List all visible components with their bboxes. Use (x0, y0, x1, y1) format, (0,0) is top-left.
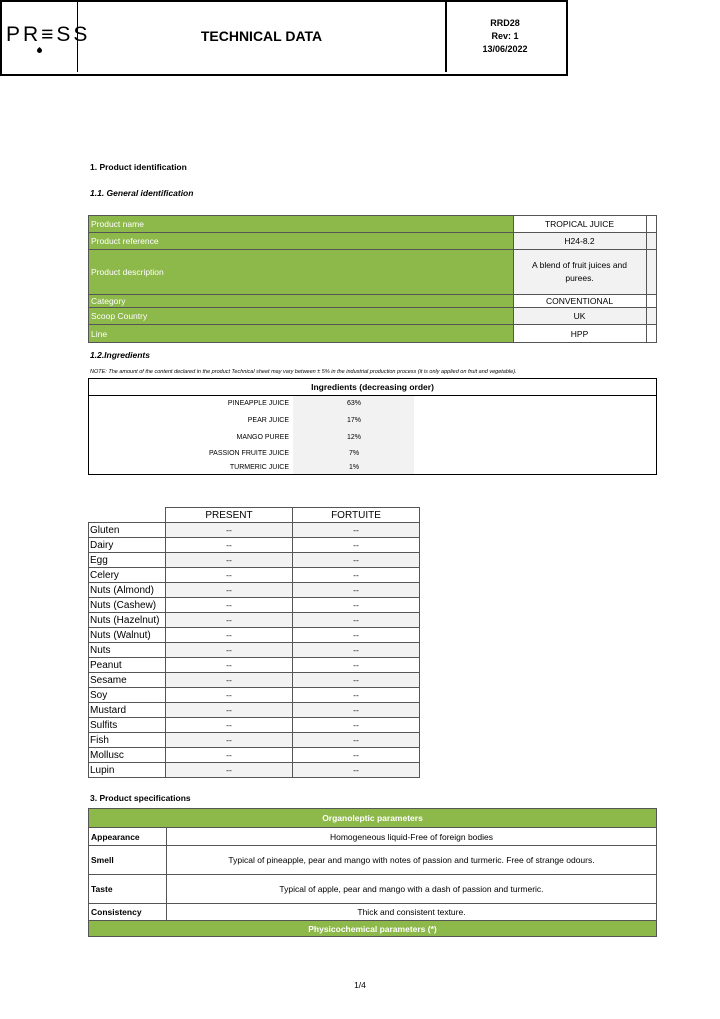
allergen-present: -- (166, 598, 293, 613)
table-row (89, 598, 420, 613)
allergen-present: -- (166, 523, 293, 538)
allergen-fortuite: -- (293, 598, 420, 613)
allergen-present: -- (166, 643, 293, 658)
document-rev: Rev: 1 (491, 30, 519, 41)
allergen-fortuite: -- (293, 628, 420, 643)
table-row (89, 308, 657, 325)
ingredient-name: PEAR JUICE (247, 417, 289, 424)
table-row (89, 904, 657, 921)
section-3-title: 3. Product specifications (90, 793, 191, 803)
table-row (89, 733, 420, 748)
droplet-icon (36, 47, 43, 54)
allergen-name: Celery (89, 568, 166, 583)
allergen-name: Nuts (Hazelnut) (89, 613, 166, 628)
table-row (89, 763, 420, 778)
document-header (0, 0, 568, 76)
allergen-present: -- (166, 673, 293, 688)
table-header-row (89, 809, 657, 828)
table-row (89, 703, 420, 718)
table-row (89, 643, 420, 658)
table-row (89, 846, 657, 875)
table-row (89, 748, 420, 763)
table-row (89, 613, 420, 628)
spec-key: Taste (89, 875, 167, 904)
spec-key: Consistency (89, 904, 167, 921)
allergen-name: Mustard (89, 703, 166, 718)
ingredient-name: PINEAPPLE JUICE (227, 400, 289, 407)
table-header-row (89, 508, 420, 523)
table-row (89, 688, 420, 703)
ingredient-name: PASSION FRUITE JUICE (209, 450, 289, 457)
press-logo (0, 0, 91, 72)
row-key: Product reference (89, 233, 514, 250)
physicochemical-header: Physicochemical parameters (*) (89, 921, 657, 937)
allergen-name: Nuts (Walnut) (89, 628, 166, 643)
ingredients-table (88, 378, 657, 475)
section-1-title: 1. Product identification (90, 162, 187, 172)
allergen-present: -- (166, 688, 293, 703)
allergen-name: Nuts (89, 643, 166, 658)
ingredient-percent: 63% (346, 400, 361, 407)
section-1-1-title: 1.1. General identification (90, 188, 194, 198)
allergen-fortuite: -- (293, 658, 420, 673)
spec-value: Thick and consistent texture. (167, 904, 657, 921)
ingredient-percent: 1% (348, 464, 360, 471)
logo-text: PR≡SS (6, 23, 91, 46)
organoleptic-header: Organoleptic parameters (89, 809, 657, 828)
allergen-present: -- (166, 718, 293, 733)
allergen-name: Peanut (89, 658, 166, 673)
spec-value: Homogeneous liquid-Free of foreign bodies (167, 828, 657, 846)
table-row (89, 553, 420, 568)
allergen-fortuite: -- (293, 703, 420, 718)
allergen-present: -- (166, 613, 293, 628)
table-row (89, 875, 657, 904)
allergen-fortuite: -- (293, 583, 420, 598)
ingredient-name: MANGO PUREE (236, 434, 289, 441)
list-item (89, 413, 656, 429)
allergen-fortuite: -- (293, 718, 420, 733)
row-value: HPP (513, 325, 646, 343)
ingredient-percent: 12% (346, 434, 361, 441)
allergen-fortuite: -- (293, 688, 420, 703)
table-row (89, 295, 657, 308)
allergen-fortuite: -- (293, 733, 420, 748)
allergen-name: Gluten (89, 523, 166, 538)
allergen-name: Soy (89, 688, 166, 703)
ingredient-name: TURMERIC JUICE (229, 464, 289, 471)
table-row (89, 568, 420, 583)
allergen-fortuite: -- (293, 763, 420, 778)
allergen-name: Lupin (89, 763, 166, 778)
allergen-fortuite: -- (293, 613, 420, 628)
allergen-fortuite: -- (293, 643, 420, 658)
allergen-present: -- (166, 583, 293, 598)
allergens-table (88, 507, 420, 778)
allergen-present: -- (166, 658, 293, 673)
ingredient-percent: 17% (346, 417, 361, 424)
table-header-row (89, 921, 657, 937)
table-row (89, 250, 657, 295)
allergen-name: Fish (89, 733, 166, 748)
allergen-present: -- (166, 748, 293, 763)
table-row (89, 216, 657, 233)
spec-value: Typical of apple, pear and mango with a dash of passion and turmeric. (167, 875, 657, 904)
list-item (89, 430, 656, 446)
allergen-name: Nuts (Almond) (89, 583, 166, 598)
page-number: 1/4 (354, 980, 366, 990)
document-title: TECHNICAL DATA (78, 0, 447, 72)
allergen-name: Dairy (89, 538, 166, 553)
row-value: A blend of fruit juices and purees. (513, 250, 646, 295)
list-item (89, 460, 656, 476)
ingredients-note: NOTE: The amount of the content declared in the product Technical sheet may vary between ± 5% in the industrial production process (it is only applied on fruit and vegetable). (90, 369, 517, 375)
table-row (89, 828, 657, 846)
allergen-name: Mollusc (89, 748, 166, 763)
spec-key: Appearance (89, 828, 167, 846)
general-identification-table (88, 215, 657, 343)
col-fortuite: FORTUITE (293, 508, 420, 523)
allergen-present: -- (166, 703, 293, 718)
table-row (89, 718, 420, 733)
document-ref: RRD28 (490, 17, 520, 28)
col-present: PRESENT (166, 508, 293, 523)
specifications-table (88, 808, 657, 937)
allergen-name: Egg (89, 553, 166, 568)
section-1-2-title: 1.2.Ingredients (90, 350, 150, 360)
row-key: Product description (89, 250, 514, 295)
allergen-fortuite: -- (293, 748, 420, 763)
allergen-fortuite: -- (293, 553, 420, 568)
allergen-fortuite: -- (293, 568, 420, 583)
table-row (89, 325, 657, 343)
allergen-fortuite: -- (293, 523, 420, 538)
row-key: Line (89, 325, 514, 343)
row-value: H24-8.2 (513, 233, 646, 250)
row-value: CONVENTIONAL (513, 295, 646, 308)
table-row (89, 583, 420, 598)
allergen-name: Sulfits (89, 718, 166, 733)
allergen-present: -- (166, 568, 293, 583)
allergen-name: Sesame (89, 673, 166, 688)
allergen-present: -- (166, 733, 293, 748)
table-row (89, 628, 420, 643)
document-meta (446, 0, 564, 72)
spec-value: Typical of pineapple, pear and mango with notes of passion and turmeric. Free of strange odours. (167, 846, 657, 875)
allergen-present: -- (166, 628, 293, 643)
table-row (89, 658, 420, 673)
row-key: Product name (89, 216, 514, 233)
table-row (89, 538, 420, 553)
row-value: TROPICAL JUICE (513, 216, 646, 233)
document-date: 13/06/2022 (482, 43, 528, 54)
allergen-fortuite: -- (293, 673, 420, 688)
allergen-present: -- (166, 553, 293, 568)
table-row (89, 523, 420, 538)
row-key: Scoop Country (89, 308, 514, 325)
ingredient-percent: 7% (348, 450, 360, 457)
spec-key: Smell (89, 846, 167, 875)
table-row (89, 673, 420, 688)
allergen-present: -- (166, 538, 293, 553)
allergen-name: Nuts (Cashew) (89, 598, 166, 613)
allergen-present: -- (166, 763, 293, 778)
ingredients-header: Ingredients (decreasing order) (89, 379, 656, 396)
list-item (89, 396, 656, 412)
row-value: UK (513, 308, 646, 325)
row-key: Category (89, 295, 514, 308)
allergen-fortuite: -- (293, 538, 420, 553)
table-row (89, 233, 657, 250)
